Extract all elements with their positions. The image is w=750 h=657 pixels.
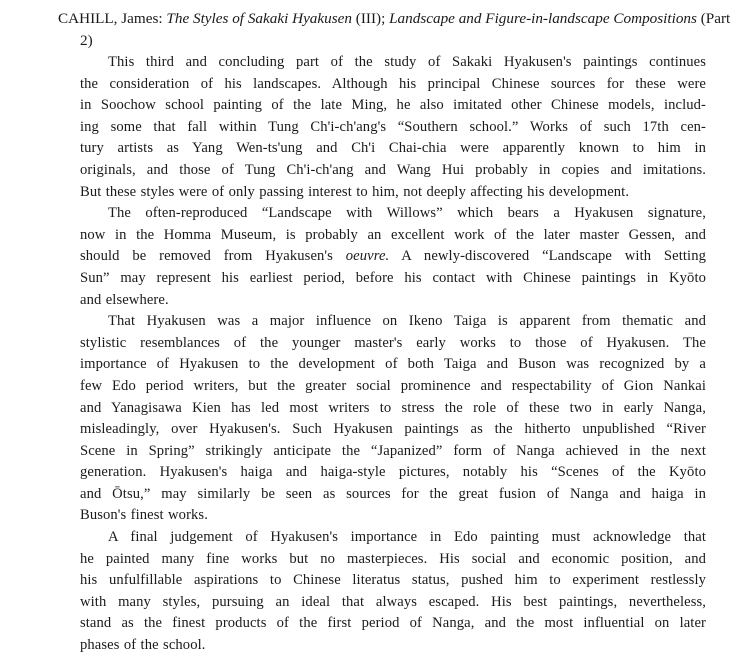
text-line: Sun” may represent his earliest period, before his contact with Chinese paintings in Kyōto — [80, 269, 706, 286]
text-line: This third and concluding part of the study of Sakaki Hyakusen's paintings continues — [108, 54, 706, 70]
paragraph-1 — [80, 52, 706, 203]
text-line: Buson's finest works. — [80, 507, 208, 524]
text-line: That Hyakusen was a major influence on Ikeno Taiga is apparent from thematic and — [108, 313, 706, 330]
text-line: Scene in Spring” strikingly anticipate the “Japanized” form of Nanga achieved in the next — [80, 442, 706, 459]
text-line: originals, and those of Tung Ch'i-ch'ang and Wang Hui probably in copies and imitations. — [80, 161, 706, 178]
text-line: misleadingly, over Hyakusen's. Such Hyakusen paintings as the hitherto unpublished “River — [80, 421, 706, 438]
text-fragment: should be removed from Hyakusen's — [80, 248, 346, 265]
text-line: generation. Hyakusen's haiga and haiga-style pictures, notably his “Scenes of the Kyōto — [80, 464, 706, 481]
text-fragment: A newly-discovered “Landscape with Setting — [389, 248, 706, 265]
text-line: The often-reproduced “Landscape with Willows” which bears a Hyakusen signature, — [108, 205, 706, 222]
article-subtitle: Landscape and Figure-in-landscape — [389, 10, 610, 27]
text-line: A final judgement of Hyakusen's importance in Edo painting must acknowledge that — [108, 529, 706, 546]
italic-word: oeuvre. — [345, 248, 390, 265]
part-number: (III) — [355, 10, 382, 27]
paragraph-2 — [80, 203, 706, 311]
text-line: ing some that fall within Tung Ch'i-ch'ang's “Southern school.” Works of such 17th cen- — [80, 118, 706, 135]
article-heading — [58, 8, 740, 52]
text-line: phases of the school. — [80, 637, 206, 654]
article-body — [80, 52, 706, 657]
text-line: he painted many fine works but no masterpieces. His social and economic position, and — [80, 550, 706, 567]
text-line: tury artists as Yang Wen-ts'ung and Ch'i Chai-chia were apparently known to him in — [80, 140, 706, 157]
article-title: The Styles of Sakaki Hyakusen — [166, 10, 352, 27]
title-separator: ; — [381, 10, 386, 27]
text-line: with many styles, pursuing an ideal that always escaped. His best paintings, nevertheless, — [80, 593, 706, 610]
text-line: stylistic resemblances of the younger master's early works to those of Hyakusen. The — [80, 334, 706, 351]
paragraph-3 — [80, 311, 706, 527]
text-line: few Edo period writers, but the greater social prominence and respectability of Gion Nankai — [80, 377, 706, 394]
part-label: (Part 2) — [80, 10, 731, 49]
text-line: his unfulfillable aspirations to Chinese literatus status, pushed him to experiment restlessly — [80, 572, 706, 589]
text-line: importance of Hyakusen to the development of both Taiga and Buson was recognized by a — [80, 356, 706, 373]
text-line-mixed — [80, 246, 706, 268]
text-line: But these styles were of only passing interest to him, not deeply affecting his development. — [80, 183, 630, 200]
text-line: now in the Homma Museum, is probably an excellent work of the later master Gessen, and — [80, 226, 706, 243]
text-line: the consideration of his landscapes. Although his principal Chinese sources for these were — [80, 75, 706, 92]
article-subtitle-cont: Compositions — [613, 10, 697, 27]
text-line: stand as the finest products of the first period of Nanga, and the most influential on later — [80, 615, 706, 632]
text-line: and Ōtsu,” may similarly be seen as sources for the great fusion of Nanga and haiga in — [80, 485, 706, 502]
text-line: and Yanagisawa Kien has led most writers to stress the role of these two in early Nanga, — [80, 399, 706, 416]
author-name: CAHILL, James: — [58, 10, 163, 27]
paragraph-4 — [80, 527, 706, 657]
text-line: in Soochow school painting of the late Ming, he also imitated other Chinese models, includ- — [80, 97, 706, 114]
text-line: and elsewhere. — [80, 291, 169, 308]
